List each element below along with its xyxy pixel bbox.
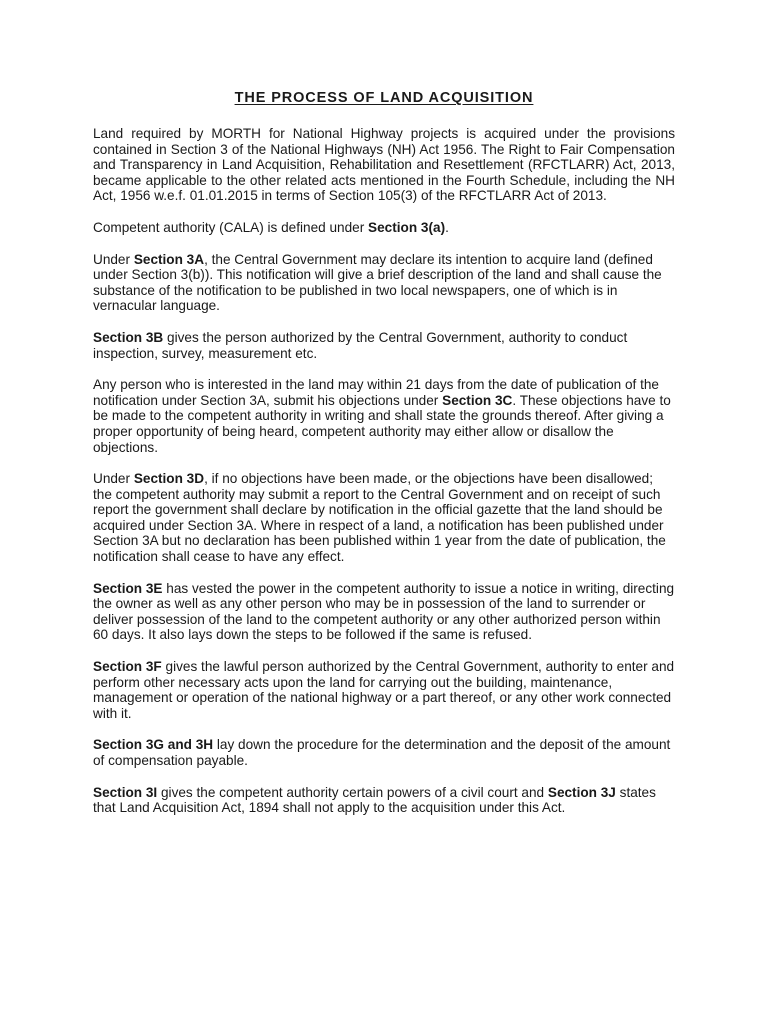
- section-reference: Section 3I: [93, 784, 158, 800]
- paragraph-text: , if no objections have been made, or the objections have been disallowed; the competent authority may submit a report to the Central Government and on receipt of such report the government shall declare by notification in the official gazette that the land should be acquired under Section 3A. Where in respect of a land, a notification has been published under Section 3A but no declaration has been published within 1 year from the date of publication, the notification shall cease to have any effect.: [93, 471, 666, 565]
- paragraph: [93, 252, 675, 314]
- paragraph: [93, 330, 675, 361]
- paragraph-text: states that Land Acquisition Act, 1894 shall not apply to the acquisition under this Act.: [93, 784, 656, 816]
- section-reference: Section 3G and 3H: [93, 737, 214, 753]
- document-title: THE PROCESS OF LAND ACQUISITION: [234, 90, 534, 106]
- document-page: [93, 88, 675, 832]
- paragraph: [93, 659, 675, 721]
- paragraph-text: Competent authority (CALA) is defined under: [93, 219, 369, 235]
- section-reference: Section 3B: [93, 329, 164, 345]
- paragraph: [93, 377, 675, 455]
- paragraph-text: .: [445, 219, 449, 235]
- paragraph-text: Under: [93, 251, 134, 267]
- paragraph-text: . These objections have to be made to the competent authority in writing and shall state the grounds thereof. After giving a proper opportunity of being heard, competent authority may either allow or disallow the objections.: [93, 392, 671, 455]
- paragraph-text: Land required by MORTH for National Highway projects is acquired under the provisions contained in Section 3 of the National Highways (NH) Act 1956. The Right to Fair Compensation and Transparency in Land Acquisition, Rehabilitation and Resettlement (RFCTLARR) Act, 2013, became applicable to the other related acts mentioned in the Fourth Schedule, including the NH Act, 1956 w.e.f. 01.01.2015 in terms of Section 105(3) of the RFCTLARR Act of 2013.: [93, 126, 675, 204]
- paragraph: [93, 126, 675, 204]
- document-body: [93, 126, 675, 816]
- paragraph: [93, 220, 675, 236]
- paragraph-text: Under: [93, 471, 134, 487]
- paragraph-text: gives the lawful person authorized by the Central Government, authority to enter and perform other necessary acts upon the land for carrying out the building, maintenance, management or operation of the national highway or a part thereof, or any other work connected with it.: [93, 659, 675, 721]
- section-reference: Section 3(a): [368, 219, 446, 235]
- paragraph-text: gives the competent authority certain powers of a civil court and: [157, 784, 548, 800]
- paragraph-text: has vested the power in the competent authority to issue a notice in writing, directing the owner as well as any other person who may be in possession of the land to surrender or deliver possession of the land to the competent authority or any other authorized person within 60 days. It also lays down the steps to be followed if the same is refused.: [93, 580, 675, 643]
- section-reference: Section 3J: [547, 784, 616, 800]
- paragraph: [93, 737, 675, 768]
- paragraph: [93, 581, 675, 643]
- section-reference: Section 3A: [133, 251, 205, 267]
- section-reference: Section 3E: [93, 580, 163, 596]
- paragraph-text: gives the person authorized by the Central Government, authority to conduct inspection, survey, measurement etc.: [93, 329, 628, 361]
- paragraph: [93, 785, 675, 816]
- paragraph-text: Any person who is interested in the land may within 21 days from the date of publication of the notification under Section 3A, submit his objections under: [93, 377, 659, 408]
- paragraph-text: , the Central Government may declare its intention to acquire land (defined under Section 3(b)). This notification will give a brief description of the land and shall cause the substance of the notification to be published in two local newspapers, one of which is in vernacular language.: [93, 251, 662, 314]
- section-reference: Section 3C: [442, 392, 513, 408]
- paragraph-text: lay down the procedure for the determination and the deposit of the amount of compensation payable.: [93, 737, 671, 768]
- paragraph: [93, 471, 675, 565]
- section-reference: Section 3D: [133, 471, 205, 487]
- section-reference: Section 3F: [93, 659, 162, 675]
